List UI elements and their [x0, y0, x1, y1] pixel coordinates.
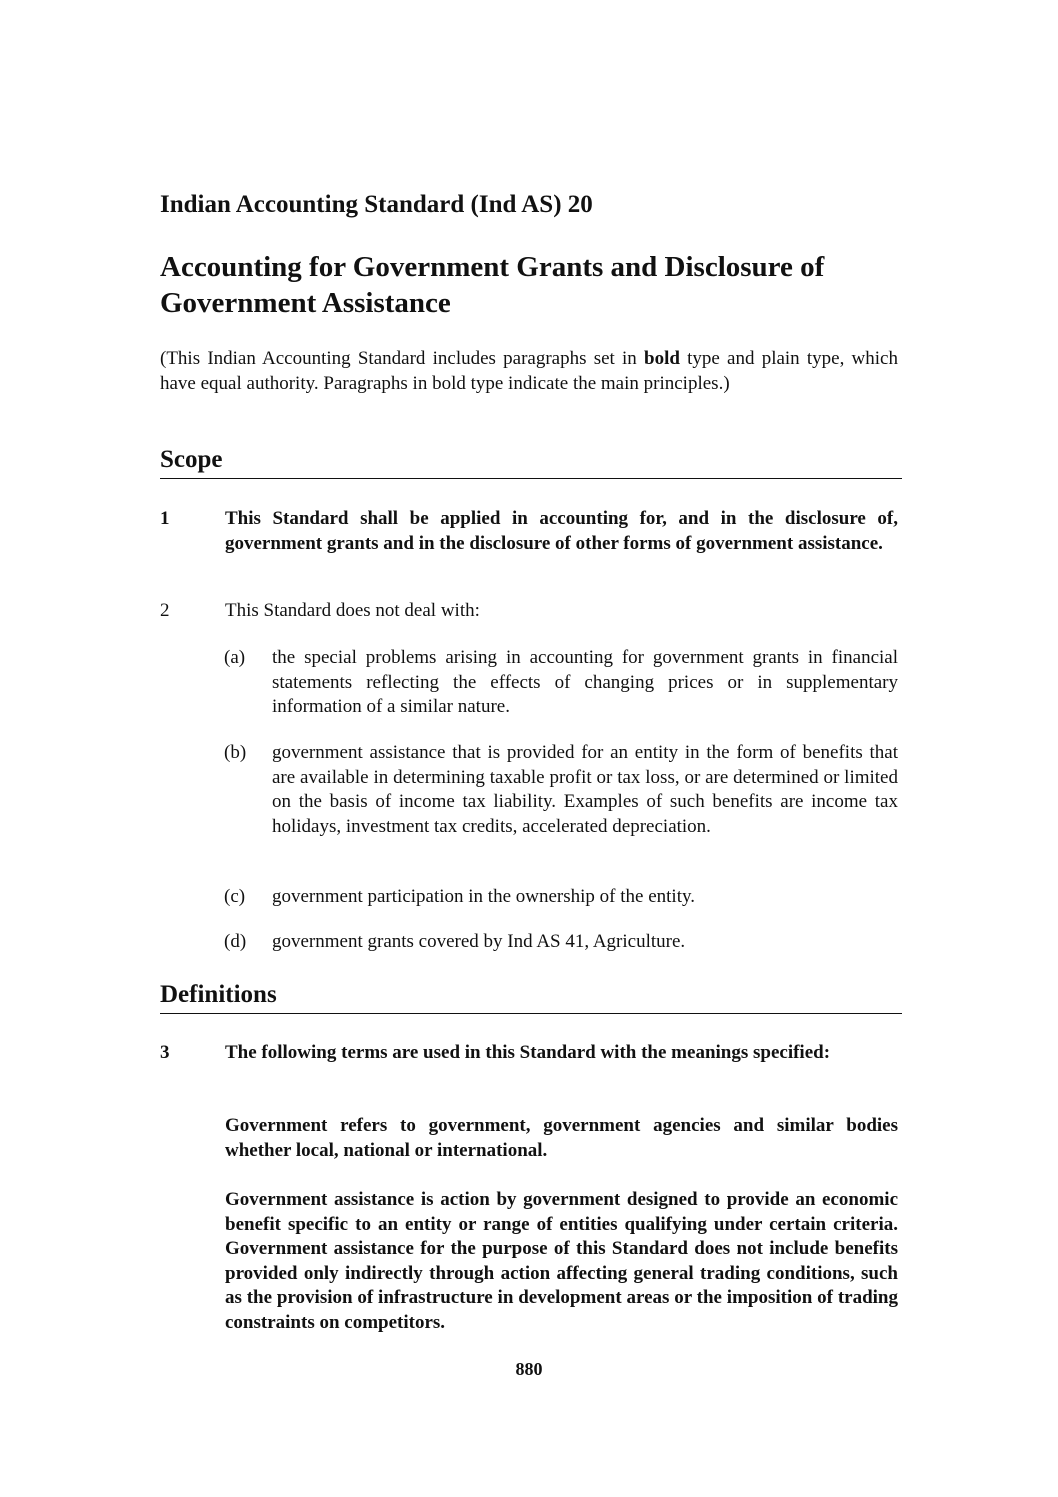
list-item-d [224, 930, 898, 955]
list-item-letter: (c) [224, 886, 246, 907]
paragraph-text: The following terms are used in this Standard with the meanings specified: [225, 1042, 831, 1063]
list-item-letter: (b) [224, 742, 247, 763]
paragraph-1 [160, 507, 898, 556]
paragraph-number: 3 [160, 1042, 170, 1063]
list-item-text: government assistance that is provided for an entity in the form of benefits that are available in determining taxable profit or tax loss, or are determined or limited on the basis of income tax liability. Examples of such benefits are income tax holidays, investment tax credits, accelerated depreciation. [272, 742, 898, 837]
page-number: 880 [515, 1359, 543, 1379]
intro-paragraph [160, 347, 898, 396]
paragraph-text: This Standard does not deal with: [225, 600, 480, 621]
definitions-heading: Definitions [160, 981, 902, 1014]
list-item-letter: (a) [224, 647, 246, 668]
scope-heading: Scope [160, 446, 902, 479]
list-item-b [224, 741, 898, 839]
paragraph-number: 2 [160, 600, 170, 621]
paragraph-number: 1 [160, 508, 170, 529]
paragraph-text: This Standard shall be applied in accounting for, and in the disclosure of, government grants and in the disclosure of other forms of government assistance. [225, 508, 898, 554]
list-item-text: government grants covered by Ind AS 41, Agriculture. [272, 931, 686, 952]
definition-government-assistance: Government assistance is action by government designed to provide an economic benefit specific to an entity or range of entities qualifying under certain criteria. Government assistance for the purpose of this Standard does not include benefits provided only indirectly through action affecting general trading conditions, such as the provision of infrastructure in development areas or the imposition of trading constraints on competitors. [225, 1189, 898, 1333]
intro-text-start: (This Indian Accounting Standard includes paragraphs set in [160, 348, 644, 369]
intro-bold-word: bold [644, 348, 680, 369]
list-item-a [224, 646, 898, 720]
paragraph-3 [160, 1041, 898, 1066]
intro-text-end: type and plain type, which have equal authority. Paragraphs in bold type indicate the main principles.) [160, 348, 898, 394]
page-title: Accounting for Government Grants and Disclosure of Government Assistance [160, 251, 825, 319]
list-item-c [224, 885, 898, 910]
list-item-text: the special problems arising in accounting for government grants in financial statements reflecting the effects of changing prices or in supplementary information of a similar nature. [272, 647, 898, 717]
list-item-text: government participation in the ownership of the entity. [272, 886, 695, 907]
standard-title: Indian Accounting Standard (Ind AS) 20 [160, 191, 593, 218]
definition-government: Government refers to government, government agencies and similar bodies whether local, national or international. [225, 1115, 898, 1161]
list-item-letter: (d) [224, 931, 247, 952]
paragraph-2 [160, 599, 898, 624]
